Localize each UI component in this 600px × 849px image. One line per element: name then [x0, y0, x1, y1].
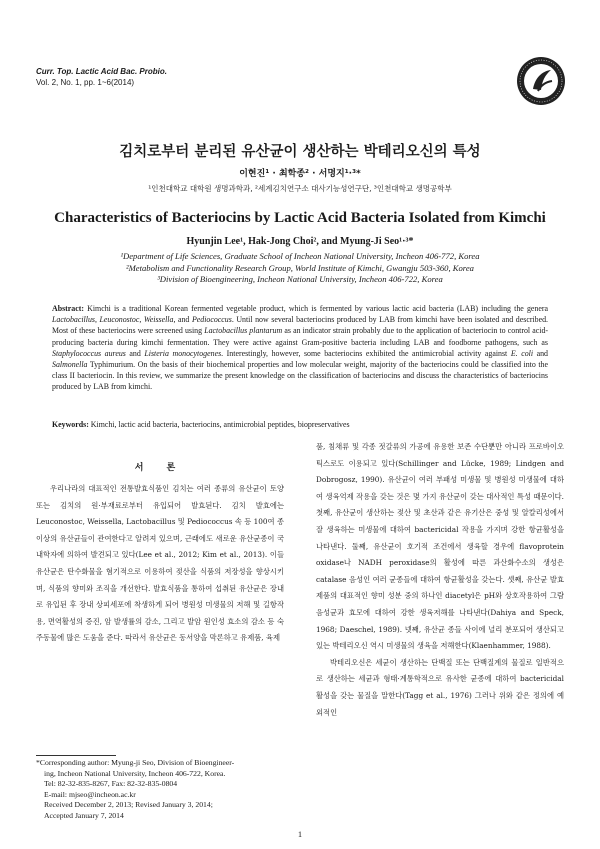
korean-title: 김치로부터 분리된 유산균이 생산하는 박테리오신의 특성 [119, 144, 481, 160]
abstract-italic: Leuconostoc [99, 315, 140, 325]
footnote-email: E-mail: mjseo@incheon.ac.kr [44, 789, 136, 799]
footnote-line: Received December 2, 2013; Revised January 3, 2014; [44, 800, 213, 810]
footnote-line: Tel: 82-32-835-8267, Fax: 82-32-835-0804 [44, 779, 178, 789]
english-authors: Hyunjin Lee¹, Hak-Jong Choi², and Myung-Ji Seo¹·³* [186, 236, 414, 247]
korean-affiliations: ¹인천대학교 대학원 생명과학과, ²세계김치연구소 대사기능성연구단, ³인천대학교 생명공학부 [148, 184, 452, 193]
korean-authors: 이현진¹ · 최학종² · 서명지¹·³* [239, 169, 361, 179]
abstract-italic: E. coli [510, 348, 534, 358]
journal-name: Curr. Top. Lactic Acid Bac. Probio. [36, 67, 167, 76]
body-left-column [36, 460, 284, 647]
keywords-label: Keywords: [52, 420, 89, 429]
affiliation-3: ³Division of Bioengineering, Incheon National University, Incheon 406-722, Korea [157, 274, 443, 284]
affiliation-2: ²Metabolism and Functionality Research Group, World Institute of Kimchi, Gwangju 503-360, Korea [126, 262, 474, 273]
abstract-italic: Pediococcus [191, 315, 232, 325]
correspondence-footnote [36, 758, 286, 822]
abstract-italic: Listeria monocytogenes [144, 348, 222, 358]
abstract-text: , [139, 315, 144, 325]
footnote-line: ing, Incheon National University, Incheon 406-722, Korea. [44, 768, 226, 778]
abstract-text: , and [173, 315, 192, 325]
body-paragraph: 우리나라의 대표적인 전통발효식품인 김치는 여러 종류의 유산균이 토양 또는 김치의 원·부재료로부터 유입되어 발효된다. 김치 발효에는 Leuconostoc, Weissella, Lactobacillus 및 Pediococcus 속 등 100여 종 이상의 유산균들이 관여한다고 알려져 있으며, 근래에도 새로운 유산균종이 국내학자에 의하여 발견되고 있다(Lee et al., 2012; Kim et al., 2013). 이들 유산균은 탄수화물을 혐기적으로 이용하여 젖산을 식품의 저장성을 향상시키며, 식품의 향미와 조직을 개선한다. 발효식품을 통하여 섭취된 유산균은 장내로 유입된 후 장내 상피세포에 착생하게 되어 병원성 미생물의 저해 및 길항작용, 면역활성의 증진, 암 발생률의 감소, 그리고 발암 원인성 효소의 감소 등 숙주동물에 많은 도움을 준다. 따라서 유산균은 동서양을 막론하고 유제품, 육제 [36, 484, 284, 643]
page-number: 1 [297, 829, 303, 839]
keywords-text: Kimchi, lactic acid bacteria, bacteriocins, antimicrobial peptides, biopreservatives [88, 420, 350, 429]
footnote-line: Accepted January 7, 2014 [44, 810, 124, 820]
abstract-text: . Interestingly, however, some bacteriocins exhibited the antimicrobial activity against [221, 348, 511, 358]
abstract-italic: Weissella [143, 315, 174, 325]
affiliation-1: ¹Department of Life Sciences, Graduate School of Incheon National University, Incheon 406-772, Korea [120, 251, 480, 261]
abstract-italic: Staphylococcus aureus [52, 348, 126, 358]
abstract-text: , [94, 315, 100, 325]
abstract-italic: Lactobacillus [52, 315, 95, 325]
abstract-italic: Salmonella [52, 360, 88, 370]
keywords [52, 420, 548, 429]
abstract-text: . Until now several bacteriocins produced by LAB from kimchi have been isolated and described. Most of these bacteriocins were screened using [52, 315, 549, 336]
journal-header [36, 66, 167, 88]
abstract-italic: Lactobacillus plantarum [204, 326, 283, 336]
english-affiliations [0, 251, 600, 286]
abstract-text: Typhimurium. On the basis of their biochemical properties and low molecular weight, majority of the bacteriocins could be classified into the class II bacteriocin. In this review, we summarize the present knowledge on the classification of bacteriocins and discuss the characteristics of bacteriocins produced by LAB from kimchi. [52, 360, 548, 392]
abstract-text: Kimchi is a traditional Korean fermented vegetable product, which is fermented by various lactic acid bacteria (LAB) including the genera [84, 304, 548, 313]
society-seal-icon [516, 56, 566, 106]
abstract-text: as an indicator strain probably due to the application of bacteriocin to control acid-producing bacteria during kimchi fermentation. They were active against Gram-positive bacteria including LAB and foodborne pathogens, such as [52, 326, 549, 347]
body-paragraph: 박테리오신은 세균이 생산하는 단백질 또는 단백질계의 물질로 일반적으로 생산하는 세균과 형태·계통학적으로 유사한 균종에 대하여 bactericidal 활성을 갖는 물질을 말한다(Tagg et al., 1976) 그러나 위와 같은 정의에 예외적인 [316, 657, 564, 717]
english-title: Characteristics of Bacteriocins by Lactic Acid Bacteria Isolated from Kimchi [54, 210, 546, 226]
footnote-line: *Corresponding author: Myung-ji Seo, Division of Bioengineer- [36, 758, 235, 767]
journal-volume: Vol. 2, No. 1, pp. 1~6(2014) [36, 78, 135, 87]
body-paragraph: 품, 침채류 및 각종 젓갈류의 가공에 유용한 보존 수단뿐만 아니라 프로바이오틱스로도 이용되고 있다(Schillinger and Lücke, 1989; Lindgen and Dobrogosz, 1990). 유산균이 여러 부패성 미생물 및 병원성 미생물에 대하여 생육억제 작용을 갖는 것은 몇 가지 유산균이 갖는 대사적인 특성 때문이다. 첫째, 유산균이 생산하는 젖산 및 초산과 같은 유기산은 중성 및 알칼리성에서 잘 생육하는 미생물에 대하여 bactericidal 작용을 가지며 강한 항균활성을 나타낸다. 둘째, 유산균이 호기적 조건에서 생육할 경우에 flavoprotein oxidase나 NADH peroxidase의 활성에 따른 과산화수소의 생성은 catalase 음성인 여러 균종들에 대하여 항균활성을 갖는다. 셋째, 유산균 발효제품의 대표적인 향미 성분 중의 하나인 diacetyl은 pH와 상호작용하여 그람 음성균과 효모에 대하여 강한 생육저해를 나타낸다(Dahiya and Speck, 1968; Daeschel, 1989). 넷째, 유산균 종들 사이에 널리 분포되어 생산되고 있는 박테리오신 역시 미생물의 생육을 저해한다(Klaenhammer, 1988). [316, 442, 564, 651]
abstract-label: Abstract: [52, 304, 84, 313]
footnote-rule [36, 755, 116, 756]
body-right-column [316, 439, 564, 721]
abstract-text: and [533, 348, 548, 358]
abstract [52, 303, 548, 393]
abstract-text: and [125, 348, 145, 358]
section-title: 서 론 [134, 463, 186, 473]
